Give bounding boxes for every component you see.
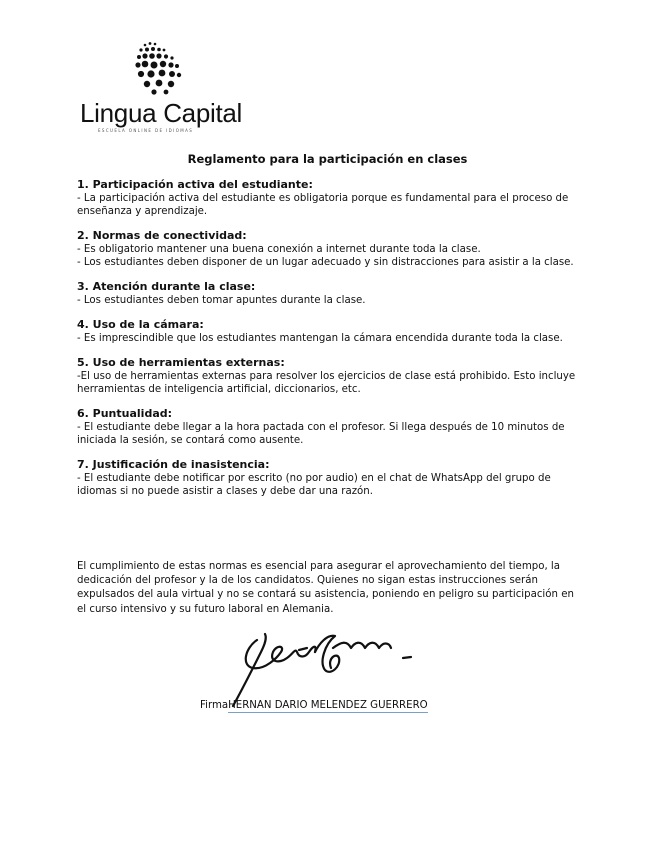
signature-label: Firma xyxy=(200,700,229,711)
rule-heading: 2. Normas de conectividad: xyxy=(77,229,247,242)
logo-name: Lingua Capital xyxy=(80,98,243,128)
rule-line: - Es obligatorio mantener una buena conexión a internet durante toda la clase. xyxy=(77,244,481,255)
rule-line: - Los estudiantes deben tomar apuntes durante la clase. xyxy=(77,295,366,306)
rule-heading: 3. Atención durante la clase: xyxy=(77,280,256,293)
signature-line xyxy=(200,700,428,711)
rule-line: - El estudiante debe llegar a la hora pactada con el profesor. Si llega después de 10 minutos de iniciada la sesión, se contará como ausente. xyxy=(77,422,565,446)
rule-item xyxy=(77,178,582,218)
rule-line: -El uso de herramientas externas para resolver los ejercicios de clase está prohibido. Esto incluye herramientas de inteligencia artificial, diccionarios, etc. xyxy=(77,371,576,395)
rule-item xyxy=(77,458,582,498)
rule-line: - Es imprescindible que los estudiantes mantengan la cámara encendida durante toda la clase. xyxy=(77,333,563,344)
closing-paragraph: El cumplimiento de estas normas es esencial para asegurar el aprovechamiento del tiempo, la dedicación del profesor y la de los candidatos. Quienes no sigan estas instrucciones serán expulsados del aula virtual y no se contará su asistencia, poniendo en peligro su participación en el curso intensivo y su futuro laboral en Alemania. xyxy=(77,561,574,615)
rule-heading: 7. Justificación de inasistencia: xyxy=(77,458,270,471)
rule-line: - El estudiante debe notificar por escrito (no por audio) en el chat de WhatsApp del grupo de idiomas si no puede asistir a clases y debe dar una razón. xyxy=(77,473,551,497)
handwritten-signature xyxy=(215,618,415,713)
rule-heading: 6. Puntualidad: xyxy=(77,407,173,420)
rule-heading: 4. Uso de la cámara: xyxy=(77,318,204,331)
rule-line: - Los estudiantes deben disponer de un lugar adecuado y sin distracciones para asistir a la clase. xyxy=(77,257,574,268)
rule-line: - La participación activa del estudiante es obligatoria porque es fundamental para el proceso de enseñanza y aprendizaje. xyxy=(77,193,569,217)
signature-name: HERNAN DARIO MELENDEZ GUERRERO xyxy=(228,700,428,711)
rule-heading: 5. Uso de herramientas externas: xyxy=(77,356,285,369)
rule-item xyxy=(77,318,582,345)
rules-list xyxy=(77,178,582,509)
rule-item xyxy=(77,356,582,396)
dots-logo-icon xyxy=(135,40,205,96)
rule-item xyxy=(77,229,582,269)
rule-heading: 1. Participación activa del estudiante: xyxy=(77,178,313,191)
lingua-capital-logo xyxy=(80,40,260,140)
document-title: Reglamento para la participación en clases xyxy=(187,152,468,166)
rule-item xyxy=(77,407,582,447)
rule-item xyxy=(77,280,582,307)
logo-tagline: ESCUELA ONLINE DE IDIOMAS xyxy=(98,128,194,133)
